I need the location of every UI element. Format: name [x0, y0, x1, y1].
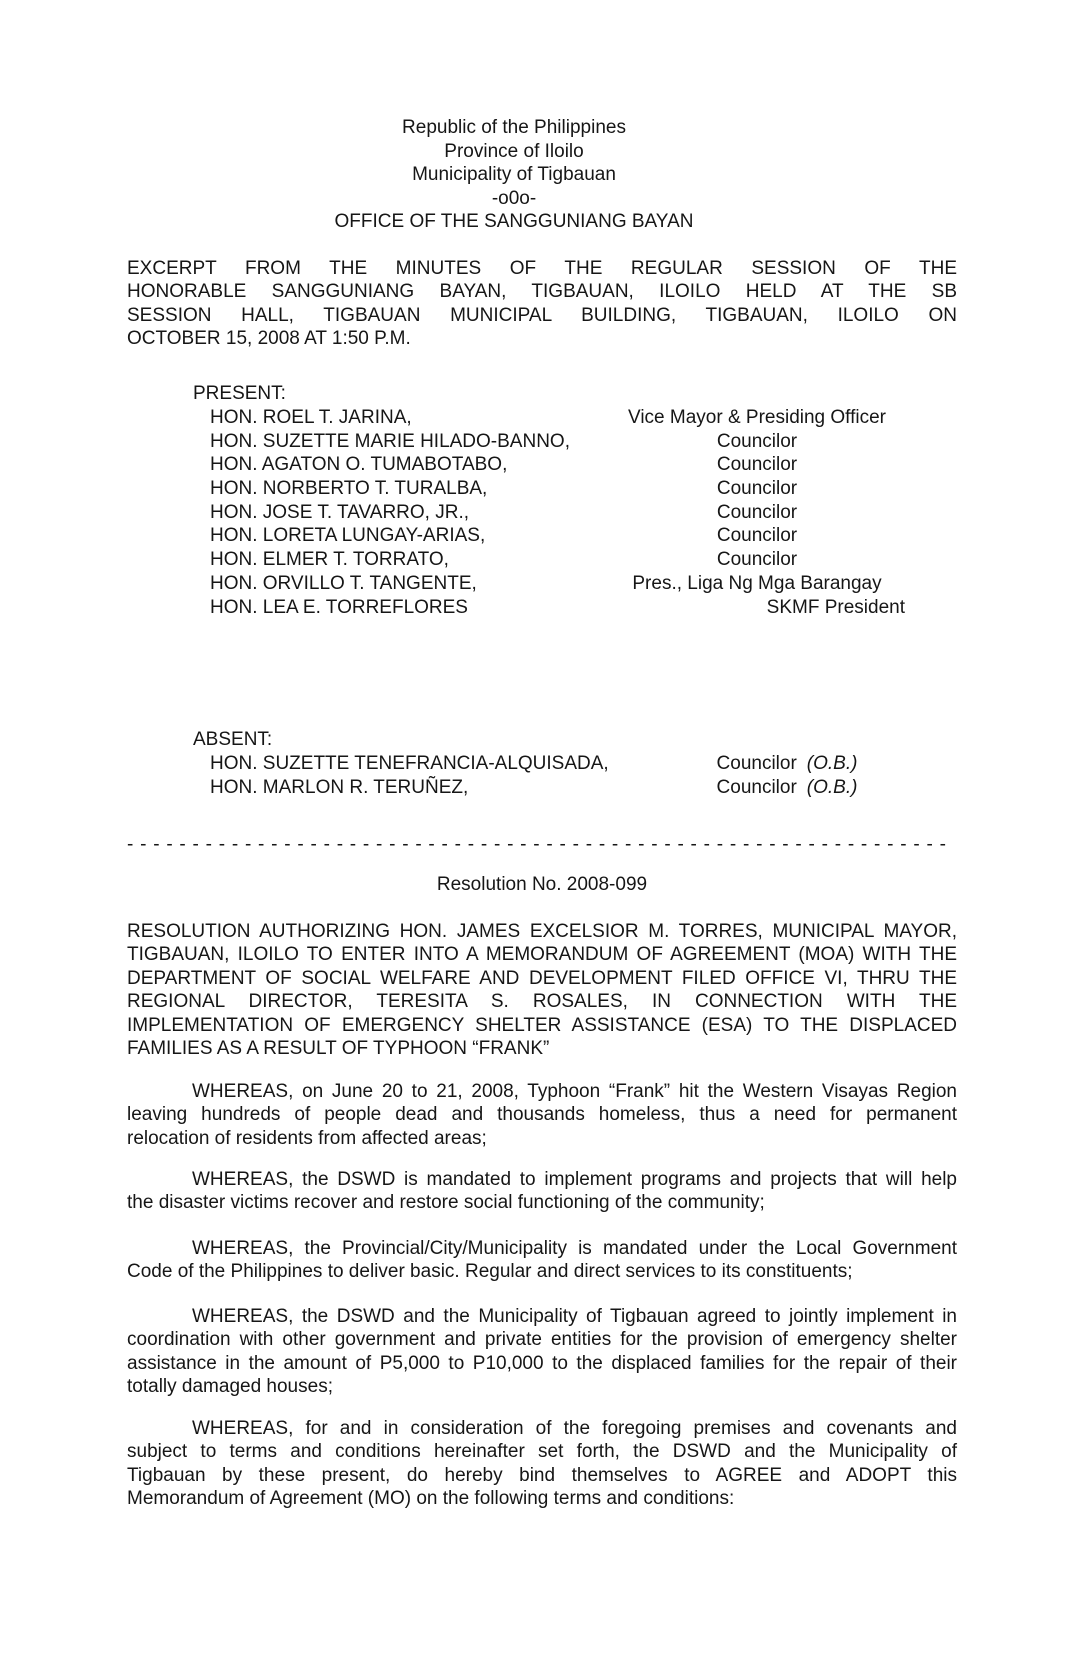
text-line: assistance in the amount of P5,000 to P10,000 to the displaced families for the repair of their	[127, 1352, 957, 1374]
text-line: TIGBAUAN, ILOILO TO ENTER INTO A MEMORANDUM OF AGREEMENT (MOA) WITH THE	[127, 944, 957, 966]
attendee-title-text: Councilor	[716, 753, 797, 774]
text-line: WHEREAS, on June 20 to 21, 2008, Typhoon “Frank” hit the Western Visayas Region	[192, 1081, 957, 1102]
resolution-title-paragraph	[127, 920, 957, 1060]
text-line: the disaster victims recover and restore social functioning of the community;	[127, 1192, 765, 1214]
text-line: IMPLEMENTATION OF EMERGENCY SHELTER ASSISTANCE (ESA) TO THE DISPLACED	[127, 1014, 957, 1036]
whereas-paragraph-1	[127, 1080, 957, 1150]
text-line: DEPARTMENT OF SOCIAL WELFARE AND DEVELOPMENT FILED OFFICE VI, THRU THE	[127, 967, 957, 989]
attendee-name: HON. SUZETTE MARIE HILADO-BANNO,	[210, 430, 570, 452]
attendee-title: Councilor	[716, 430, 798, 452]
attendee-title-text: Councilor	[716, 776, 797, 798]
whereas-paragraph-5	[127, 1417, 957, 1511]
header-line-municipality: Municipality of Tigbauan	[412, 164, 616, 185]
attendee-row	[127, 453, 957, 477]
attendee-title: SKMF President	[766, 596, 905, 618]
text-line: OCTOBER 15, 2008 AT 1:50 P.M.	[127, 328, 411, 350]
attendee-row	[127, 596, 957, 620]
text-line: subject to terms and conditions hereinafter set forth, the DSWD and the Municipality of	[127, 1441, 957, 1463]
whereas-paragraph-3	[127, 1237, 957, 1284]
text-line: SESSION HALL, TIGBAUAN MUNICIPAL BUILDING, TIGBAUAN, ILOILO ON	[127, 304, 957, 326]
header-line-office: OFFICE OF THE SANGGUNIANG BAYAN	[334, 211, 694, 232]
attendee-name: HON. JOSE T. TAVARRO, JR.,	[210, 501, 470, 523]
attendee-row	[127, 501, 957, 525]
attendee-name: HON. NORBERTO T. TURALBA,	[210, 478, 488, 500]
whereas-paragraph-2	[127, 1168, 957, 1215]
attendee-title-note: (O.B.)	[806, 753, 858, 774]
attendee-name: HON. LEA E. TORREFLORES	[210, 596, 468, 618]
text-line: RESOLUTION AUTHORIZING HON. JAMES EXCELSIOR M. TORRES, MUNICIPAL MAYOR,	[127, 921, 957, 942]
text-line: REGIONAL DIRECTOR, TERESITA S. ROSALES, IN CONNECTION WITH THE	[127, 991, 957, 1013]
text-line: Memorandum of Agreement (MO) on the following terms and conditions:	[127, 1488, 735, 1510]
present-label: PRESENT:	[193, 383, 286, 404]
text-line: HONORABLE SANGGUNIANG BAYAN, TIGBAUAN, ILOILO HELD AT THE SB	[127, 281, 957, 303]
excerpt-paragraph	[127, 257, 957, 351]
present-list	[127, 406, 957, 619]
attendee-name: HON. AGATON O. TUMABOTABO,	[210, 454, 508, 476]
attendee-title: Vice Mayor & Presiding Officer	[627, 407, 886, 428]
attendee-row	[127, 406, 957, 430]
text-line: WHEREAS, the Provincial/City/Municipality is mandated under the Local Government	[192, 1238, 957, 1259]
text-line: FAMILIES AS A RESULT OF TYPHOON “FRANK”	[127, 1038, 550, 1060]
attendee-name: HON. ROEL T. JARINA,	[210, 407, 412, 428]
attendee-title: Councilor	[716, 525, 798, 547]
attendee-row	[127, 477, 957, 501]
attendee-name: HON. ORVILLO T. TANGENTE,	[210, 572, 477, 594]
header-line-republic: Republic of the Philippines	[402, 117, 626, 138]
attendee-row	[127, 752, 957, 776]
attendee-title: Councilor	[716, 454, 798, 476]
resolution-number: Resolution No. 2008-099	[436, 874, 648, 895]
text-line: coordination with other government and private entities for the provision of emergency shelter	[127, 1329, 957, 1351]
attendee-title: Councilor	[716, 478, 798, 500]
attendee-name: HON. ELMER T. TORRATO,	[210, 549, 449, 571]
text-line: EXCERPT FROM THE MINUTES OF THE REGULAR SESSION OF THE	[127, 258, 957, 279]
whereas-paragraph-4	[127, 1305, 957, 1399]
text-line: WHEREAS, the DSWD is mandated to implement programs and projects that will help	[192, 1169, 957, 1190]
attendee-title: Councilor	[716, 501, 798, 523]
attendee-name: HON. MARLON R. TERUÑEZ,	[210, 776, 469, 798]
attendee-row	[127, 572, 957, 596]
text-line: leaving hundreds of people dead and thousands homeless, thus a need for permanent	[127, 1104, 957, 1126]
header-line-o0o: -o0o-	[491, 187, 537, 209]
attendee-row	[127, 548, 957, 572]
attendee-row	[127, 776, 957, 800]
text-line: totally damaged houses;	[127, 1376, 333, 1398]
absent-label: ABSENT:	[193, 729, 273, 750]
attendee-row	[127, 524, 957, 548]
text-line: WHEREAS, the DSWD and the Municipality of Tigbauan agreed to jointly implement in	[192, 1306, 957, 1327]
document-header	[127, 116, 957, 234]
attendee-title: Councilor	[716, 549, 798, 571]
absent-list	[127, 752, 957, 799]
text-line: WHEREAS, for and in consideration of the foregoing premises and covenants and	[192, 1418, 957, 1439]
attendee-title	[607, 776, 967, 800]
attendee-name: HON. LORETA LUNGAY-ARIAS,	[210, 525, 486, 547]
separator-dashes: - - - - - - - - - - - - - - - - - - - - - - - - - - - - - - - - - - - - - - - - - - - - - - - - - - - - - - - - - - - - - - -	[127, 834, 946, 855]
attendee-title	[607, 752, 967, 776]
attendee-title: Pres., Liga Ng Mga Barangay	[632, 572, 882, 594]
text-line: relocation of residents from affected areas;	[127, 1127, 487, 1149]
header-line-province: Province of Iloilo	[444, 140, 584, 162]
text-line: Tigbauan by these present, do hereby bind themselves to AGREE and ADOPT this	[127, 1464, 957, 1486]
attendee-row	[127, 430, 957, 454]
attendee-title-note: (O.B.)	[806, 776, 858, 798]
attendee-name: HON. SUZETTE TENEFRANCIA-ALQUISADA,	[210, 753, 609, 774]
text-line: Code of the Philippines to deliver basic. Regular and direct services to its constituents;	[127, 1261, 853, 1283]
